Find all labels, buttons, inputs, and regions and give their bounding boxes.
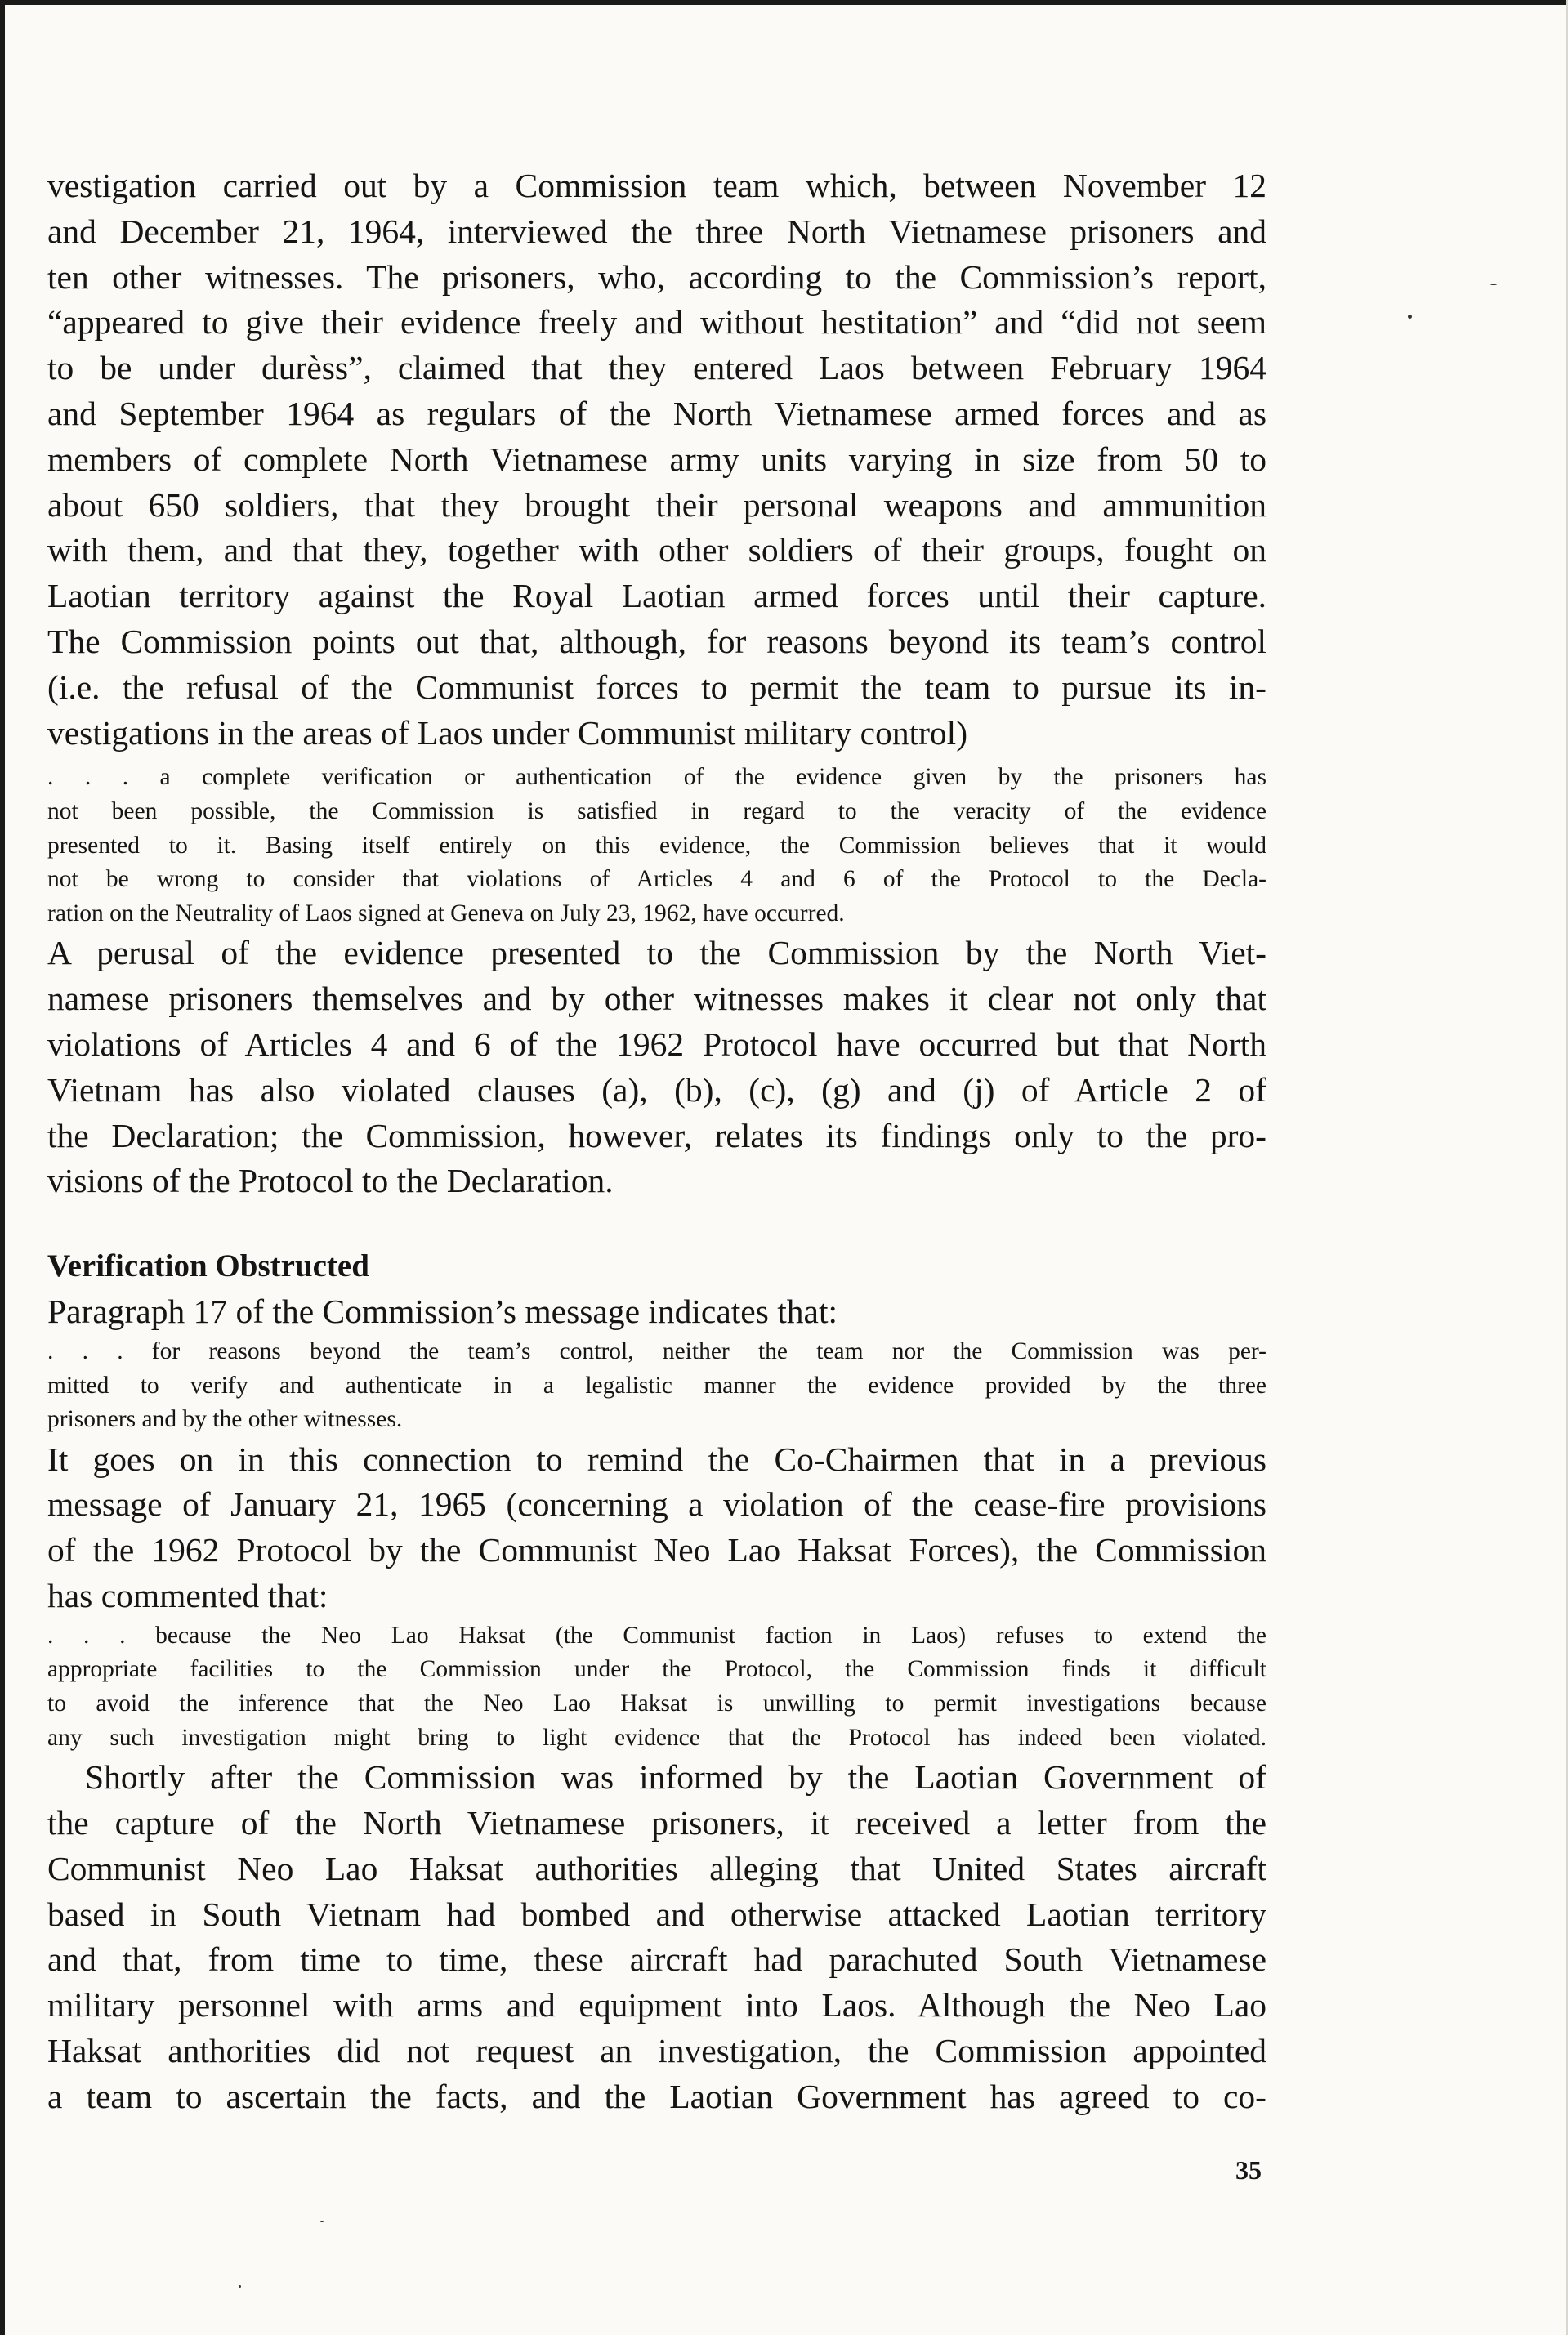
page-edge-left [0, 0, 5, 2335]
quote-verification [47, 761, 1266, 931]
text-line: the Declaration; the Commission, however, relates its findings only to the pro- [47, 1116, 1266, 1154]
text-line: military personnel with arms and equipment into Laos. Although the Neo Lao [47, 1986, 1266, 2025]
text-line: of the 1962 Protocol by the Communist Neo Lao Haksat Forces), the Commission [47, 1531, 1266, 1569]
quote-line: . . . because the Neo Lao Haksat (the Communist faction in Laos) refuses to extend the [47, 1622, 1266, 1649]
paragraph-perusal [47, 931, 1266, 1204]
text-line: The Commission points out that, although, for reasons beyond its team’s control [47, 622, 1266, 660]
ink-speck [320, 2221, 324, 2222]
quote-line: ration on the Neutrality of Laos signed at Geneva on July 23, 1962, have occurred. [47, 900, 845, 926]
paragraph-shortly-after [47, 1755, 1266, 2119]
page-number: 35 [1235, 2155, 1262, 2185]
text-line: “appeared to give their evidence freely and without hestitation” and “did not seem [47, 303, 1266, 342]
quote-line: any such investigation might bring to light evidence that the Protocol has indeed been violated. [47, 1724, 1266, 1751]
quote-line: not be wrong to consider that violations of Articles 4 and 6 of the Protocol to the Decla- [47, 866, 1266, 893]
text-line: and December 21, 1964, interviewed the three North Vietnamese prisoners and [47, 212, 1266, 250]
paragraph-previous-message [47, 1437, 1266, 1619]
quote-line: . . . for reasons beyond the team’s control, neither the team nor the Commission was per- [47, 1337, 1266, 1364]
text-line: violations of Articles 4 and 6 of the 1962 Protocol have occurred but that North [47, 1025, 1266, 1063]
quote-line: presented to it. Basing itself entirely on this evidence, the Commission believes that it would [47, 832, 1266, 859]
quote-line: mitted to verify and authenticate in a legalistic manner the evidence provided by the three [47, 1372, 1266, 1399]
text-line: Paragraph 17 of the Commission’s message indicates that: [47, 1293, 838, 1331]
page-edge-top [0, 0, 1568, 5]
text-line: Communist Neo Lao Haksat authorities alleging that United States aircraft [47, 1849, 1266, 1887]
text-line: a team to ascertain the facts, and the Laotian Government has agreed to co- [47, 2077, 1266, 2115]
quote-not-permitted [47, 1335, 1266, 1437]
text-line: about 650 soldiers, that they brought their personal weapons and ammunition [47, 485, 1266, 524]
text-line: namese prisoners themselves and by other witnesses makes it clear not only that [47, 980, 1266, 1018]
text-line: and September 1964 as regulars of the North Vietnamese armed forces and as [47, 394, 1266, 432]
text-line: Haksat anthorities did not request an investigation, the Commission appointed [47, 2032, 1266, 2070]
text-line: with them, and that they, together with other soldiers of their groups, fought on [47, 531, 1266, 569]
text-line: based in South Vietnam had bombed and otherwise attacked Laotian territory [47, 1895, 1266, 1933]
text-line: Shortly after the Commission was informed by the Laotian Government of [85, 1758, 1266, 1797]
text-line: ten other witnesses. The prisoners, who, according to the Commission’s report, [47, 257, 1266, 296]
paragraph-17 [47, 1289, 1266, 1335]
text-line: Vietnam has also violated clauses (a), (b), (c), (g) and (j) of Article 2 of [47, 1070, 1266, 1109]
page-body [47, 163, 1266, 2120]
ink-speck [1408, 315, 1412, 319]
quote-neo-lao-haksat [47, 1619, 1266, 1755]
text-line: and that, from time to time, these aircraft had parachuted South Vietnamese [47, 1940, 1266, 1979]
text-line: has commented that: [47, 1577, 328, 1615]
text-line: message of January 21, 1965 (concerning a violation of the cease-fire provisions [47, 1485, 1266, 1524]
text-line: to be under durèss”, claimed that they entered Laos between February 1964 [47, 349, 1266, 387]
text-line: (i.e. the refusal of the Communist forces to permit the team to pursue its in- [47, 667, 1266, 706]
quote-line: . . . a complete verification or authentication of the evidence given by the prisoners has [47, 764, 1266, 791]
quote-line: appropriate facilities to the Commission under the Protocol, the Commission finds it difficult [47, 1656, 1266, 1683]
ink-speck [1490, 284, 1497, 285]
quote-line: to avoid the inference that the Neo Lao Haksat is unwilling to permit investigations because [47, 1690, 1266, 1717]
text-line: A perusal of the evidence presented to the Commission by the North Viet- [47, 934, 1266, 972]
text-line: It goes on in this connection to remind the Co-Chairmen that in a previous [47, 1440, 1266, 1478]
quote-line: not been possible, the Commission is satisfied in regard to the veracity of the evidence [47, 797, 1266, 824]
text-line: Laotian territory against the Royal Laotian armed forces until their capture. [47, 577, 1266, 615]
text-line: visions of the Protocol to the Declaration. [47, 1162, 614, 1200]
text-line: members of complete North Vietnamese army units varying in size from 50 to [47, 440, 1266, 478]
quote-line: prisoners and by the other witnesses. [47, 1406, 403, 1433]
ink-speck [239, 2285, 241, 2288]
text-line: vestigations in the areas of Laos under Communist military control) [47, 713, 968, 752]
text-line: the capture of the North Vietnamese prisoners, it received a letter from the [47, 1804, 1266, 1842]
paragraph-investigation [47, 163, 1266, 756]
section-heading: Verification Obstructed [47, 1248, 369, 1284]
text-line: vestigation carried out by a Commission team which, between November 12 [47, 167, 1266, 204]
